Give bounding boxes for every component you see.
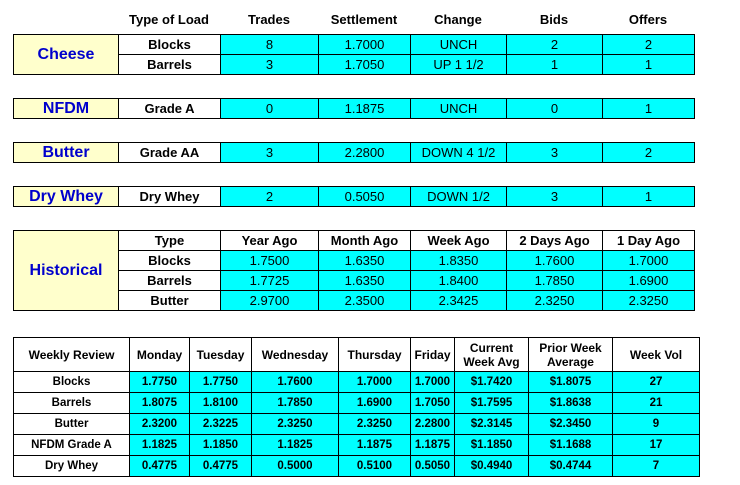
settlement-cell: 1.1875 [319, 99, 411, 119]
historical-header-month-ago: Month Ago [319, 231, 411, 251]
weekly-header-monday: Monday [130, 338, 190, 372]
historical-value: 1.6350 [319, 251, 411, 271]
weekly-value: $1.1850 [455, 435, 529, 456]
weekly-value: 27 [613, 372, 700, 393]
weekly-value: $1.7595 [455, 393, 529, 414]
historical-table [13, 230, 695, 311]
historical-value: 2.3250 [603, 291, 695, 311]
historical-type: Butter [119, 291, 221, 311]
historical-value: 2.3425 [411, 291, 507, 311]
weekly-value: 0.5100 [339, 456, 411, 477]
weekly-value: $2.3145 [455, 414, 529, 435]
weekly-row [14, 372, 700, 393]
weekly-header-week-vol: Week Vol [613, 338, 700, 372]
weekly-header-current-week-avg: Current Week Avg [455, 338, 529, 372]
weekly-value: 0.5000 [252, 456, 339, 477]
cheese-table [13, 34, 695, 75]
historical-value: 2.3250 [507, 291, 603, 311]
historical-header-2-days-ago: 2 Days Ago [507, 231, 603, 251]
weekly-value: 2.3200 [130, 414, 190, 435]
historical-header-year-ago: Year Ago [221, 231, 319, 251]
weekly-value: 17 [613, 435, 700, 456]
trades-cell: 0 [221, 99, 319, 119]
historical-type: Barrels [119, 271, 221, 291]
settlement-cell: 1.7050 [319, 55, 411, 75]
weekly-row-label: Butter [14, 414, 130, 435]
whey-row [14, 187, 695, 207]
weekly-value: $1.8638 [529, 393, 613, 414]
weekly-value: 1.7850 [252, 393, 339, 414]
nfdm-row [14, 99, 695, 119]
historical-header-type: Type [119, 231, 221, 251]
header-type-of-load: Type of Load [129, 12, 209, 27]
change-cell: DOWN 4 1/2 [411, 143, 507, 163]
historical-header-row [14, 231, 695, 251]
weekly-value: $2.3450 [529, 414, 613, 435]
historical-value: 1.7500 [221, 251, 319, 271]
trades-cell: 3 [221, 55, 319, 75]
weekly-value: 7 [613, 456, 700, 477]
offers-cell: 2 [603, 143, 695, 163]
butter-row [14, 143, 695, 163]
weekly-value: 1.8075 [130, 393, 190, 414]
weekly-value: $1.1688 [529, 435, 613, 456]
butter-label: Butter [14, 143, 119, 163]
cheese-row-blocks [14, 35, 695, 55]
load-type: Grade A [119, 99, 221, 119]
header-offers: Offers [628, 12, 668, 27]
nfdm-label: NFDM [14, 99, 119, 119]
load-type: Grade AA [119, 143, 221, 163]
change-cell: UNCH [411, 35, 507, 55]
load-type: Barrels [119, 55, 221, 75]
weekly-header-row [14, 338, 700, 372]
weekly-value: 1.6900 [339, 393, 411, 414]
historical-value: 1.6350 [319, 271, 411, 291]
weekly-value: $0.4940 [455, 456, 529, 477]
weekly-header-friday: Friday [411, 338, 455, 372]
weekly-value: 1.7000 [411, 372, 455, 393]
historical-value: 1.7600 [507, 251, 603, 271]
weekly-value: $0.4744 [529, 456, 613, 477]
trades-cell: 3 [221, 143, 319, 163]
change-cell: UP 1 1/2 [411, 55, 507, 75]
trades-cell: 8 [221, 35, 319, 55]
weekly-value: 0.4775 [190, 456, 252, 477]
bids-cell: 0 [507, 99, 603, 119]
historical-value: 1.7000 [603, 251, 695, 271]
historical-header-week-ago: Week Ago [411, 231, 507, 251]
offers-cell: 1 [603, 187, 695, 207]
weekly-value: 2.3225 [190, 414, 252, 435]
weekly-row-label: NFDM Grade A [14, 435, 130, 456]
settlement-cell: 1.7000 [319, 35, 411, 55]
weekly-value: 1.7600 [252, 372, 339, 393]
weekly-value: $1.7420 [455, 372, 529, 393]
weekly-row-label: Barrels [14, 393, 130, 414]
weekly-header-thursday: Thursday [339, 338, 411, 372]
weekly-row [14, 435, 700, 456]
historical-header-1-day-ago: 1 Day Ago [603, 231, 695, 251]
load-type: Blocks [119, 35, 221, 55]
weekly-value: 1.1875 [339, 435, 411, 456]
weekly-value: 1.1825 [130, 435, 190, 456]
weekly-value: 21 [613, 393, 700, 414]
settlement-cell: 2.2800 [319, 143, 411, 163]
bids-cell: 3 [507, 187, 603, 207]
weekly-row [14, 393, 700, 414]
weekly-value: 1.7000 [339, 372, 411, 393]
weekly-value: 2.2800 [411, 414, 455, 435]
bids-cell: 1 [507, 55, 603, 75]
header-change: Change [434, 12, 482, 27]
weekly-header-wednesday: Wednesday [252, 338, 339, 372]
bids-cell: 2 [507, 35, 603, 55]
historical-value: 1.8350 [411, 251, 507, 271]
trades-cell: 2 [221, 187, 319, 207]
settlement-cell: 0.5050 [319, 187, 411, 207]
weekly-value: 1.1825 [252, 435, 339, 456]
historical-value: 1.8400 [411, 271, 507, 291]
cheese-label: Cheese [14, 35, 119, 75]
butter-table [13, 142, 695, 163]
weekly-value: 1.7750 [130, 372, 190, 393]
historical-value: 2.3500 [319, 291, 411, 311]
weekly-value: 1.7750 [190, 372, 252, 393]
weekly-review-table [13, 337, 700, 477]
change-cell: DOWN 1/2 [411, 187, 507, 207]
header-trades: Trades [248, 12, 290, 27]
offers-cell: 1 [603, 99, 695, 119]
load-type: Dry Whey [119, 187, 221, 207]
weekly-header-review: Weekly Review [14, 338, 130, 372]
whey-label: Dry Whey [14, 187, 119, 207]
weekly-value: 0.5050 [411, 456, 455, 477]
weekly-value: $1.8075 [529, 372, 613, 393]
historical-value: 1.6900 [603, 271, 695, 291]
change-cell: UNCH [411, 99, 507, 119]
offers-cell: 1 [603, 55, 695, 75]
weekly-row-label: Dry Whey [14, 456, 130, 477]
weekly-row-label: Blocks [14, 372, 130, 393]
weekly-header-prior-week-average: Prior Week Average [529, 338, 613, 372]
header-settlement: Settlement [330, 12, 398, 27]
historical-value: 1.7850 [507, 271, 603, 291]
weekly-row [14, 414, 700, 435]
historical-value: 2.9700 [221, 291, 319, 311]
weekly-value: 2.3250 [339, 414, 411, 435]
whey-table [13, 186, 695, 207]
weekly-value: 9 [613, 414, 700, 435]
historical-type: Blocks [119, 251, 221, 271]
offers-cell: 2 [603, 35, 695, 55]
weekly-value: 1.7050 [411, 393, 455, 414]
weekly-value: 1.8100 [190, 393, 252, 414]
weekly-row [14, 456, 700, 477]
weekly-value: 1.1875 [411, 435, 455, 456]
header-bids: Bids [539, 12, 569, 27]
weekly-value: 2.3250 [252, 414, 339, 435]
historical-value: 1.7725 [221, 271, 319, 291]
nfdm-table [13, 98, 695, 119]
weekly-value: 1.1850 [190, 435, 252, 456]
weekly-header-tuesday: Tuesday [190, 338, 252, 372]
historical-label: Historical [14, 231, 119, 311]
bids-cell: 3 [507, 143, 603, 163]
weekly-value: 0.4775 [130, 456, 190, 477]
